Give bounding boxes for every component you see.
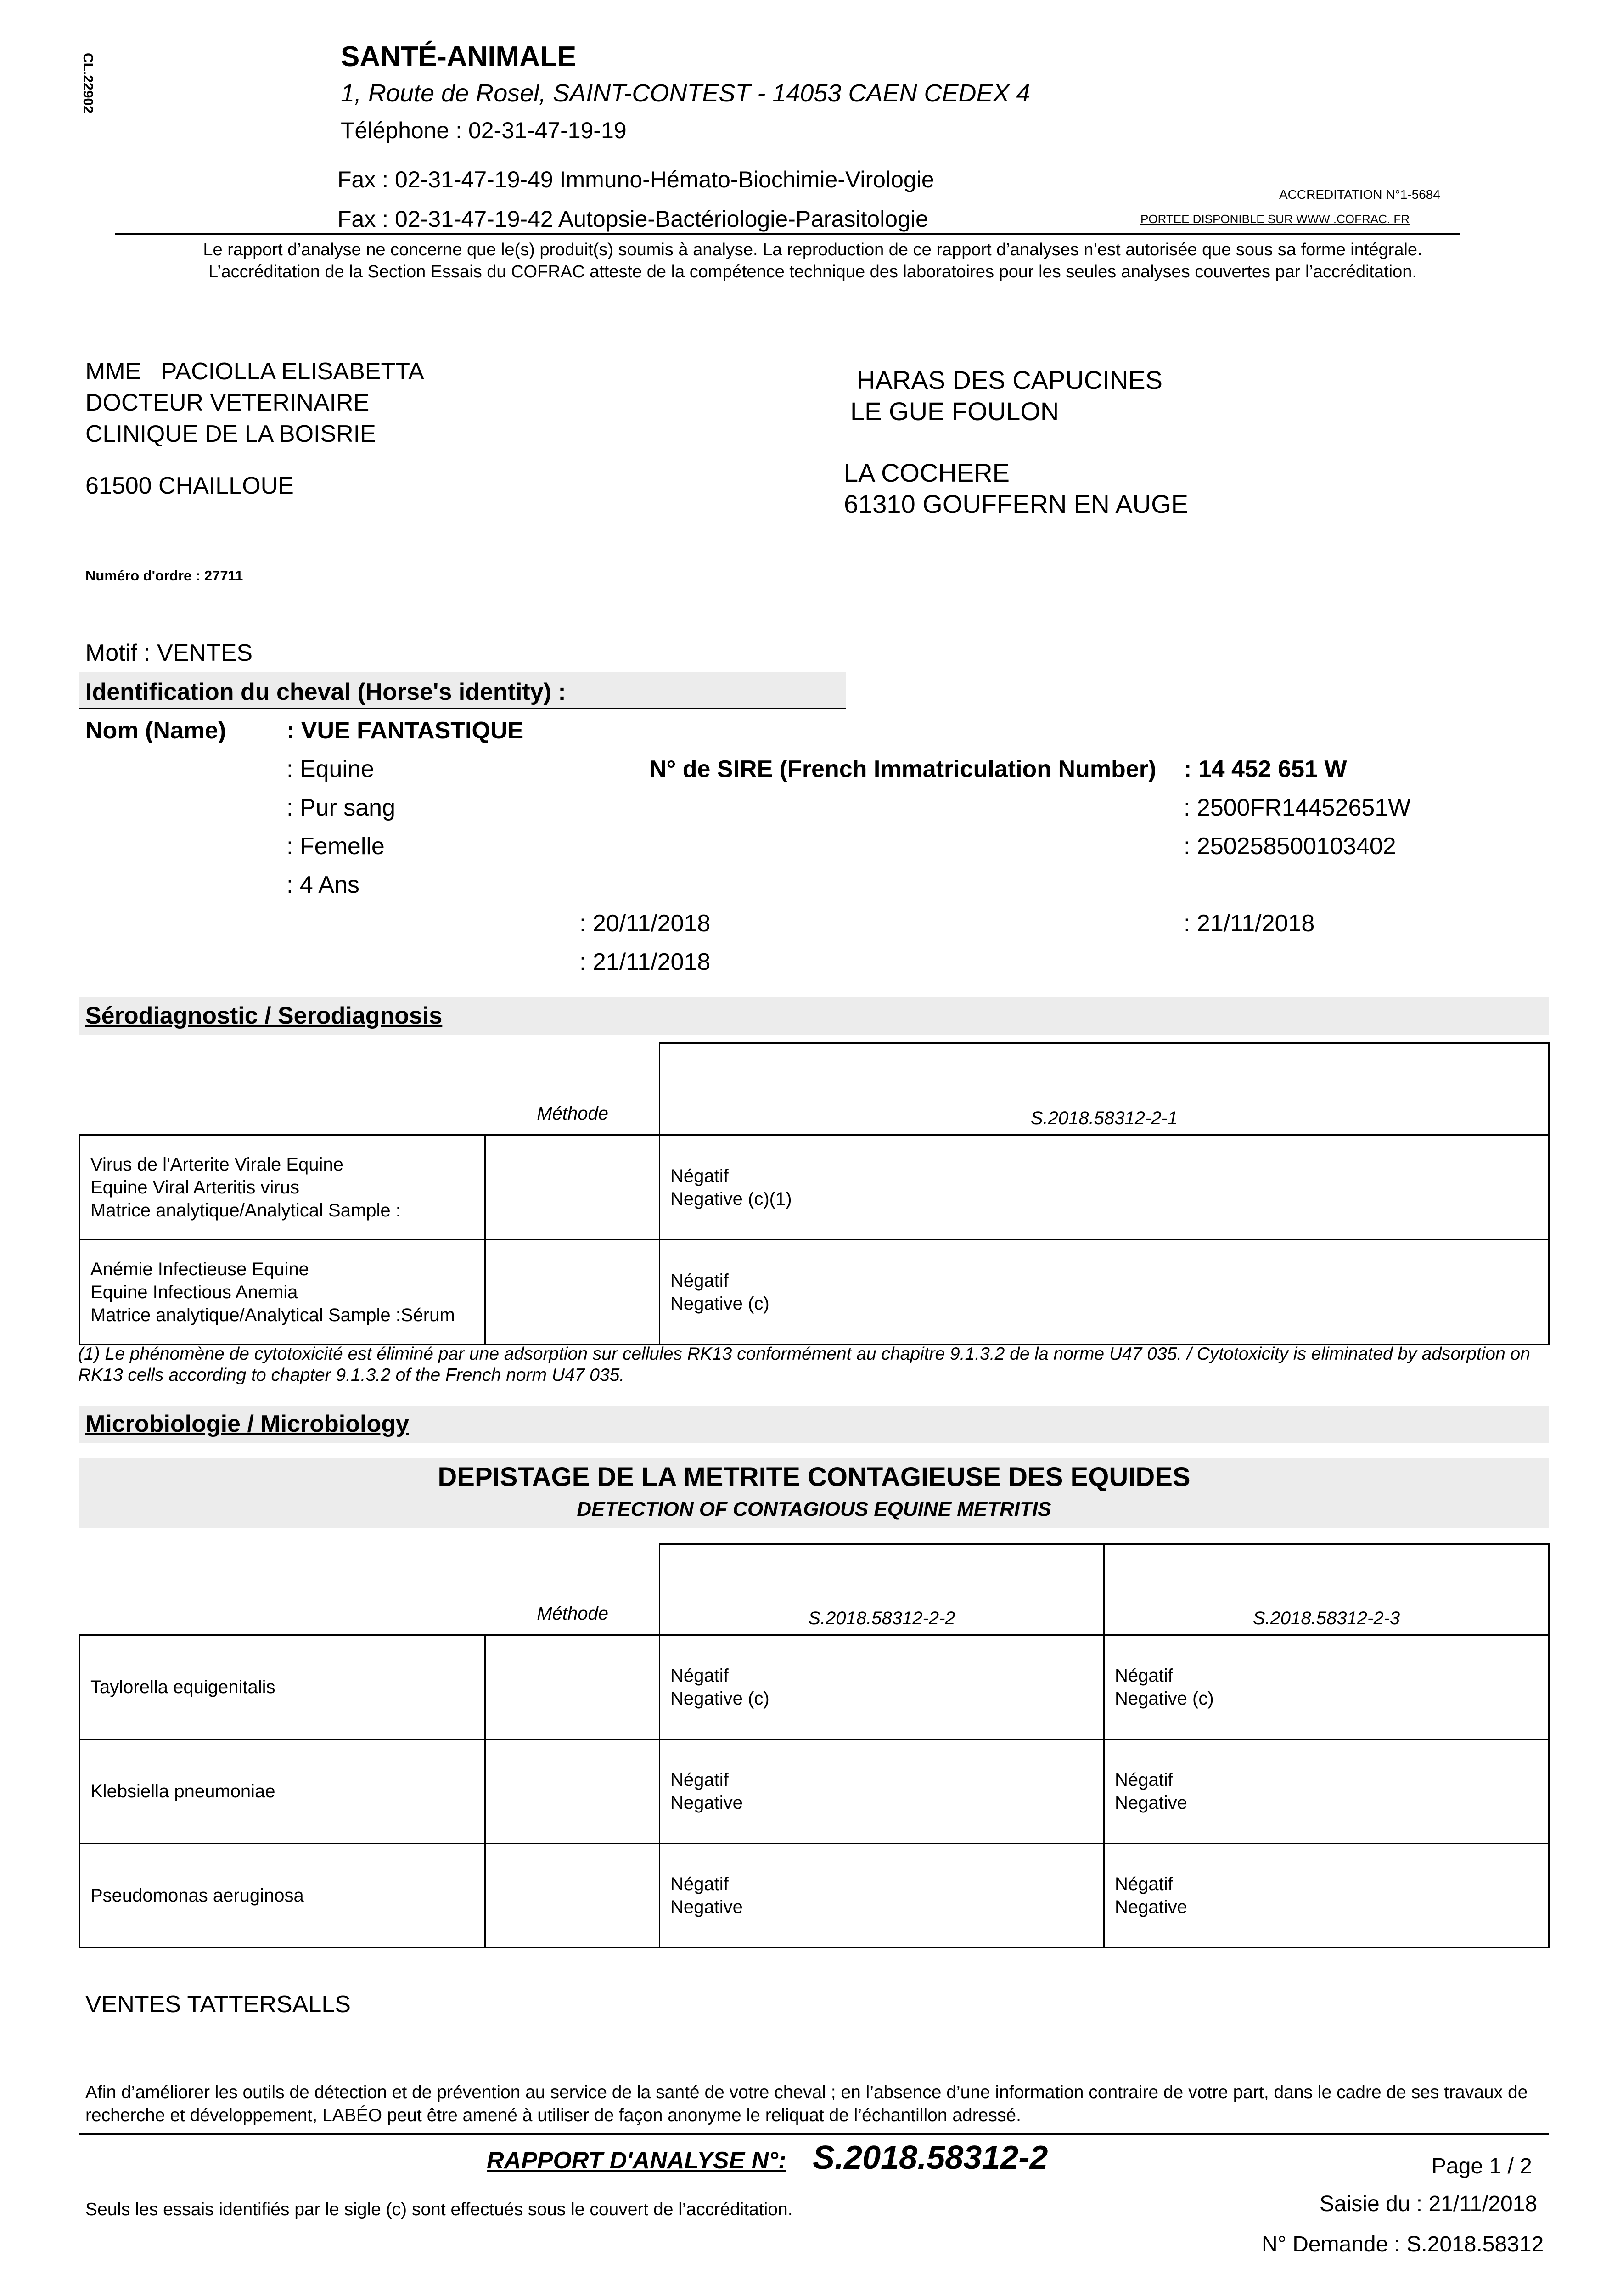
sire-value: : 14 452 651 W bbox=[1184, 756, 1347, 782]
sample-id-header: S.2018.58312-2-1 bbox=[660, 1043, 1549, 1135]
result-cell bbox=[660, 1635, 1104, 1739]
sample-id-header: S.2018.58312-2-2 bbox=[660, 1544, 1104, 1635]
analyte-matrix: Matrice analytique/Analytical Sample : bbox=[90, 1200, 401, 1221]
serodiagnostic-header-row bbox=[80, 1043, 1549, 1135]
table-row bbox=[80, 1635, 1549, 1739]
result-cell bbox=[660, 1135, 1549, 1240]
result-en: Negative bbox=[1115, 1793, 1187, 1813]
result-en: Negative (c) bbox=[670, 1293, 769, 1314]
page-number: Page 1 / 2 bbox=[1432, 2154, 1532, 2178]
microbiology-title: Microbiologie / Microbiology bbox=[85, 1411, 409, 1437]
report-disclaimer bbox=[115, 239, 1511, 283]
microbiology-header-row bbox=[80, 1544, 1549, 1635]
table-row bbox=[80, 1135, 1549, 1240]
owner-line-4: 61310 GOUFFERN EN AUGE bbox=[844, 490, 1189, 518]
horse-name-label: Nom (Name) bbox=[85, 717, 226, 744]
analyte-cell bbox=[80, 1240, 485, 1345]
disclaimer-line-2: L’accréditation de la Section Essais du COFRAC atteste de la compétence technique des laboratoires pour les seules analyses couvertes par l’accréditation. bbox=[208, 262, 1417, 281]
disclaimer-line-1: Le rapport d’analyse ne concerne que le(s) produit(s) soumis à analyse. La reproduction de ce rapport d’analyses n’est autorisée que sous sa forme intégrale. bbox=[203, 240, 1422, 259]
serodiagnostic-title: Sérodiagnostic / Serodiagnosis bbox=[85, 1002, 443, 1029]
sample-id-header: S.2018.58312-2-3 bbox=[1104, 1544, 1549, 1635]
recipient-postcode: 61500 CHAILLOUE bbox=[85, 473, 294, 499]
microbiology-table bbox=[79, 1543, 1550, 1948]
entry-date: Saisie du : 21/11/2018 bbox=[1320, 2192, 1538, 2216]
result-cell bbox=[1104, 1844, 1549, 1948]
result-fr: Négatif bbox=[670, 1666, 729, 1686]
identification-header: Identification du cheval (Horse's identity) : bbox=[85, 679, 566, 705]
result-en: Negative (c) bbox=[1115, 1688, 1214, 1709]
serodiagnostic-table bbox=[79, 1042, 1550, 1345]
header-divider bbox=[115, 233, 1460, 235]
result-fr: Négatif bbox=[1115, 1770, 1173, 1790]
horse-name-value: : VUE FANTASTIQUE bbox=[286, 717, 524, 744]
methode-label: Méthode bbox=[537, 1604, 609, 1624]
method-cell bbox=[485, 1844, 660, 1948]
analyte-cell bbox=[80, 1135, 485, 1240]
order-number: Numéro d'ordre : 27711 bbox=[85, 568, 243, 584]
result-cell bbox=[660, 1739, 1104, 1844]
method-cell bbox=[485, 1135, 660, 1240]
recipient-line-3: CLINIQUE DE LA BOISRIE bbox=[85, 421, 376, 447]
motif: Motif : VENTES bbox=[85, 640, 253, 666]
horse-species: : Equine bbox=[286, 756, 374, 782]
recipient-line-2: DOCTEUR VETERINAIRE bbox=[85, 389, 370, 416]
method-cell bbox=[485, 1635, 660, 1739]
result-cell bbox=[1104, 1635, 1549, 1739]
date-2: : 21/11/2018 bbox=[1184, 910, 1315, 937]
analyte-matrix: Matrice analytique/Analytical Sample :Sérum bbox=[90, 1305, 455, 1325]
result-cell bbox=[1104, 1739, 1549, 1844]
horse-transponder: : 250258500103402 bbox=[1184, 833, 1396, 860]
result-en: Negative bbox=[670, 1897, 743, 1917]
analyte-name-fr: Virus de l'Arterite Virale Equine bbox=[90, 1154, 343, 1175]
lab-name: SANTÉ-ANIMALE bbox=[341, 41, 577, 73]
result-fr: Négatif bbox=[670, 1874, 729, 1894]
metritis-title: DEPISTAGE DE LA METRITE CONTAGIEUSE DES EQUIDES bbox=[438, 1462, 1191, 1492]
report-number: S.2018.58312-2 bbox=[813, 2139, 1048, 2176]
result-fr: Négatif bbox=[670, 1165, 729, 1186]
horse-ueln: : 2500FR14452651W bbox=[1184, 794, 1411, 821]
date-3: : 21/11/2018 bbox=[579, 949, 711, 975]
lab-fax-autopsie: Fax : 02-31-47-19-42 Autopsie-Bactériologie-Parasitologie bbox=[337, 206, 928, 232]
result-fr: Négatif bbox=[670, 1770, 729, 1790]
sale-note: VENTES TATTERSALLS bbox=[85, 1991, 351, 2018]
metritis-subtitle: DETECTION OF CONTAGIOUS EQUINE METRITIS bbox=[577, 1498, 1051, 1520]
analyte-name-en: Equine Infectious Anemia bbox=[90, 1282, 298, 1302]
lab-address: 1, Route de Rosel, SAINT-CONTEST - 14053 CAEN CEDEX 4 bbox=[341, 79, 1030, 107]
horse-sex: : Femelle bbox=[286, 833, 385, 860]
table-row bbox=[80, 1739, 1549, 1844]
side-document-code: CL.22902 bbox=[80, 53, 95, 113]
date-1: : 20/11/2018 bbox=[579, 910, 711, 937]
owner-line-3: LA COCHERE bbox=[844, 458, 1010, 487]
owner-location bbox=[844, 457, 1188, 520]
table-row bbox=[80, 1240, 1549, 1345]
cofrac-link[interactable]: PORTEE DISPONIBLE SUR WWW .COFRAC. FR bbox=[1140, 212, 1410, 226]
owner-line-1: HARAS DES CAPUCINES bbox=[857, 366, 1162, 394]
result-fr: Négatif bbox=[670, 1270, 729, 1291]
request-number: N° Demande : S.2018.58312 bbox=[1262, 2232, 1544, 2257]
table-row bbox=[80, 1844, 1549, 1948]
method-cell bbox=[485, 1240, 660, 1345]
result-en: Negative (c)(1) bbox=[670, 1188, 792, 1209]
method-cell bbox=[485, 1739, 660, 1844]
result-cell bbox=[660, 1844, 1104, 1948]
cytotoxicity-footnote: (1) Le phénomène de cytotoxicité est éliminé par une adsorption sur cellules RK13 conformément au chapitre 9.1.3.2 de la norme U47 035. / Cytotoxicity is eliminated by adsorption on RK13 cells according to chapter 9.1.3.2 of the French norm U47 035. bbox=[78, 1344, 1530, 1385]
horse-age: : 4 Ans bbox=[286, 872, 359, 898]
lab-fax-immuno: Fax : 02-31-47-19-49 Immuno-Hémato-Biochimie-Virologie bbox=[337, 167, 934, 192]
report-number-label: RAPPORT D'ANALYSE N°: bbox=[487, 2147, 786, 2174]
footer-divider bbox=[79, 2133, 1549, 2135]
result-fr: Négatif bbox=[1115, 1874, 1173, 1894]
sire-label: N° de SIRE (French Immatriculation Number) bbox=[649, 756, 1157, 782]
accreditation-number: ACCREDITATION N°1-5684 bbox=[1279, 187, 1440, 202]
organism-cell: Klebsiella pneumoniae bbox=[80, 1739, 485, 1844]
analyte-name-fr: Anémie Infectieuse Equine bbox=[90, 1259, 309, 1279]
result-en: Negative bbox=[670, 1793, 743, 1813]
result-fr: Négatif bbox=[1115, 1666, 1173, 1686]
recipient-line-1: MME PACIOLLA ELISABETTA bbox=[85, 358, 424, 385]
result-en: Negative (c) bbox=[670, 1688, 769, 1709]
privacy-note: Afin d’améliorer les outils de détection et de prévention au service de la santé de votre cheval ; en l’absence d’une information contraire de votre part, dans le cadre de ses travaux de recherche et développement, LABÉO peut être amené à utiliser de façon anonyme le reliquat de l’échantillon adressé. bbox=[85, 2082, 1528, 2125]
analyte-name-en: Equine Viral Arteritis virus bbox=[90, 1177, 299, 1198]
recipient-address bbox=[85, 356, 424, 450]
accreditation-note: Seuls les essais identifiés par le sigle (c) sont effectués sous le couvert de l’accréditation. bbox=[85, 2200, 793, 2219]
result-cell bbox=[660, 1240, 1549, 1345]
horse-breed: : Pur sang bbox=[286, 794, 396, 821]
owner-address bbox=[850, 365, 1162, 427]
result-en: Negative bbox=[1115, 1897, 1187, 1917]
methode-label: Méthode bbox=[537, 1103, 609, 1124]
lab-phone: Téléphone : 02-31-47-19-19 bbox=[341, 118, 627, 143]
organism-cell: Pseudomonas aeruginosa bbox=[80, 1844, 485, 1948]
organism-cell: Taylorella equigenitalis bbox=[80, 1635, 485, 1739]
owner-line-2: LE GUE FOULON bbox=[850, 397, 1059, 426]
